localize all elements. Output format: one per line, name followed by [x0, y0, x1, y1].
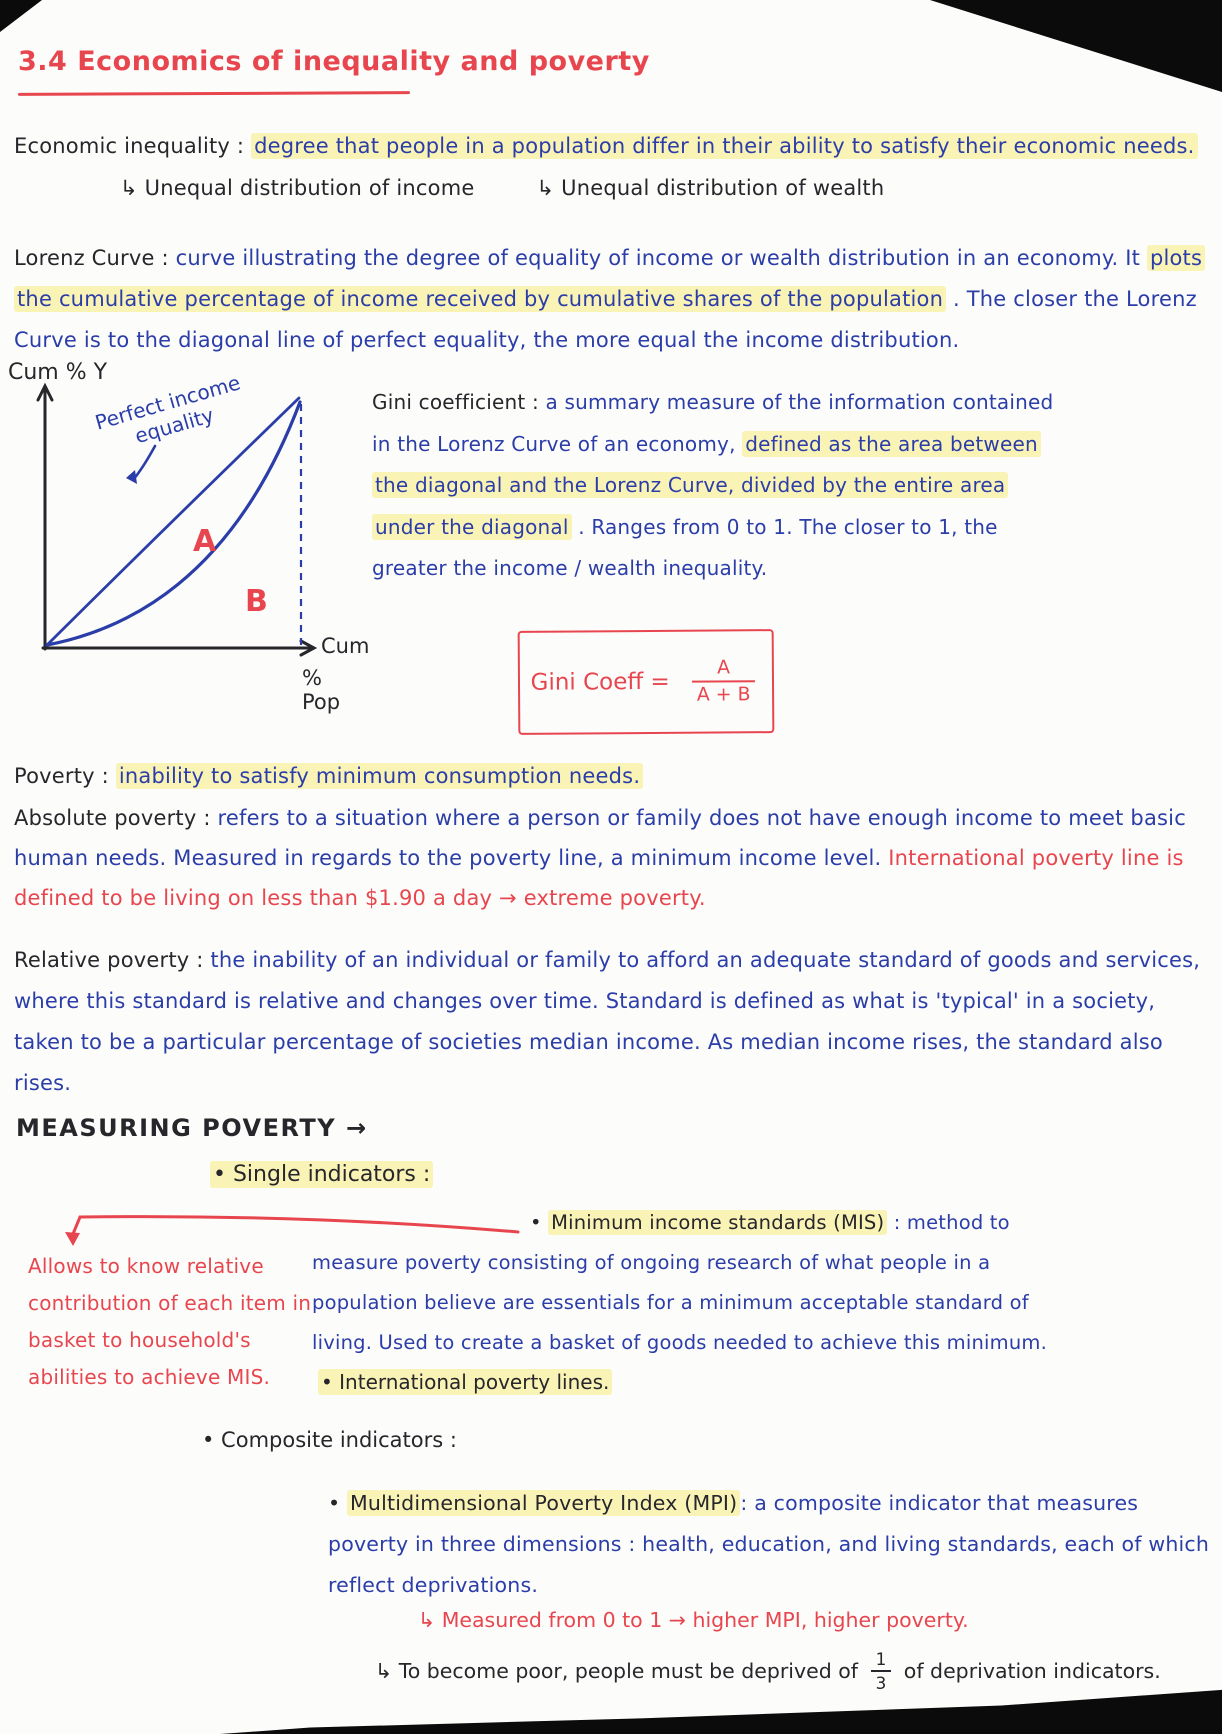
gini-label: Gini coefficient :: [372, 390, 546, 414]
equality-label-arrowhead-icon: [126, 470, 137, 484]
mis-term: Minimum income standards (MIS): [548, 1210, 887, 1235]
lorenz-graph: [5, 352, 370, 714]
relative-poverty-label: Relative poverty :: [14, 948, 211, 972]
annotation-arrowhead-icon: [65, 1232, 80, 1246]
fraction-numerator: 1: [875, 1649, 887, 1669]
page-title: 3.4 Economics of inequality and poverty: [18, 46, 650, 77]
relative-poverty-text: the inability of an individual or family to afford an adequate standard of goods and services, where this standard is relative and changes over time. Standard is defined as what is 'typical' in a society, taken to be a particular percentage of societies median income. As median income rises, the standard also rises.: [14, 948, 1201, 1095]
measuring-poverty-heading: MEASURING POVERTY →: [16, 1114, 368, 1142]
composite-indicators-item: • Composite indicators :: [202, 1428, 457, 1452]
relative-poverty-definition: [14, 940, 1216, 1104]
absolute-poverty-definition: [14, 798, 1212, 918]
economic-inequality-definition: [14, 126, 1210, 166]
lorenz-text-1: curve illustrating the degree of equality of income or wealth distribution in an economy. It: [175, 246, 1147, 270]
gini-text-highlighted: defined as the area between the diagonal and the Lorenz Curve, divided by the entire area under the diagonal: [372, 431, 1041, 540]
gini-formula-lhs: Gini Coeff =: [530, 668, 670, 696]
deprivation-note-post: of deprivation indicators.: [903, 1658, 1161, 1683]
x-axis-label-line2: % Pop: [302, 666, 341, 714]
international-poverty-lines-item: [318, 1370, 612, 1394]
mpi-term: Multidimensional Poverty Index (MPI): [347, 1490, 740, 1516]
economic-inequality-text: degree that people in a population differ in their ability to satisfy their economic needs.: [251, 133, 1197, 159]
poverty-definition: [14, 756, 1210, 796]
poverty-text: inability to satisfy minimum consumption needs.: [116, 763, 643, 789]
subpoint-wealth: ↳ Unequal distribution of wealth: [536, 176, 885, 200]
lorenz-text-2: . The closer the Lorenz Curve is to the diagonal line of perfect equality, the more equal the income distribution.: [14, 287, 1197, 352]
scan-artifact-top-left: [0, 0, 42, 32]
absolute-poverty-red-note: International poverty line is defined to be living on less than $1.90 a day → extreme poverty.: [14, 846, 1184, 910]
x-axis-label-line1: Cum: [321, 634, 370, 658]
gini-formula-fraction: [692, 657, 756, 706]
area-b-label: B: [245, 584, 268, 619]
gini-text-1: a summary measure of the information contained in the Lorenz Curve of an economy,: [372, 390, 1054, 456]
title-underline: [18, 91, 410, 96]
lorenz-label: Lorenz Curve :: [14, 246, 176, 270]
equality-diagonal-label: Perfect income equality: [92, 370, 243, 449]
equality-label-arrow-icon: [133, 446, 155, 480]
deprivation-note-pre: ↳ To become poor, people must be deprived of: [375, 1658, 859, 1683]
gini-formula-box: [518, 629, 775, 735]
lorenz-text-highlighted: plots the cumulative percentage of income received by cumulative shares of the population: [14, 245, 1205, 312]
y-axis-label: Cum % Y: [8, 360, 108, 385]
mis-annotation: Allows to know relative contribution of each item in basket to household's abilities to achieve MIS.: [28, 1254, 312, 1389]
poverty-label: Poverty :: [14, 764, 116, 788]
mis-bullet: •: [530, 1211, 549, 1234]
fraction-denominator: 3: [871, 1670, 892, 1693]
mpi-deprivation-note: [375, 1650, 1205, 1694]
one-third-fraction: [871, 1650, 892, 1694]
gini-formula-denominator: A + B: [692, 680, 756, 706]
absolute-poverty-text: refers to a situation where a person or family does not have enough income to meet basic human needs. Measured in regards to the poverty line, a minimum income level.: [14, 806, 1186, 870]
mis-item: [312, 1203, 1074, 1363]
absolute-poverty-label: Absolute poverty :: [14, 806, 218, 830]
scan-artifact-bottom: [220, 1688, 1222, 1734]
gini-formula-numerator: A: [716, 656, 731, 679]
economic-inequality-label: Economic inequality :: [14, 134, 252, 158]
subpoint-income: ↳ Unequal distribution of income: [120, 176, 475, 200]
mpi-item: [328, 1483, 1210, 1606]
mpi-range-note: ↳ Measured from 0 to 1 → higher MPI, higher poverty.: [418, 1608, 969, 1632]
single-indicators-item: [210, 1162, 433, 1187]
mpi-text: : a composite indicator that measures poverty in three dimensions : health, education, and living standards, each of which reflect deprivations.: [328, 1491, 1210, 1597]
gini-text-2: . Ranges from 0 to 1. The closer to 1, the greater the income / wealth inequality.: [372, 514, 998, 580]
single-indicators-text: • Single indicators :: [210, 1161, 433, 1188]
mis-text: : method to measure poverty consisting of ongoing research of what people in a population believe are essentials for a minimum acceptable standard of living. Used to create a basket of goods needed to achieve this minimum.: [312, 1211, 1048, 1354]
mpi-bullet: •: [328, 1491, 348, 1515]
area-a-label: A: [193, 524, 217, 559]
lorenz-curve-definition: [14, 238, 1212, 361]
scan-artifact-top-right: [930, 0, 1222, 92]
international-poverty-lines-text: • International poverty lines.: [318, 1369, 612, 1395]
gini-coefficient-definition: [372, 382, 1066, 590]
economic-inequality-subpoints: [120, 168, 1120, 208]
